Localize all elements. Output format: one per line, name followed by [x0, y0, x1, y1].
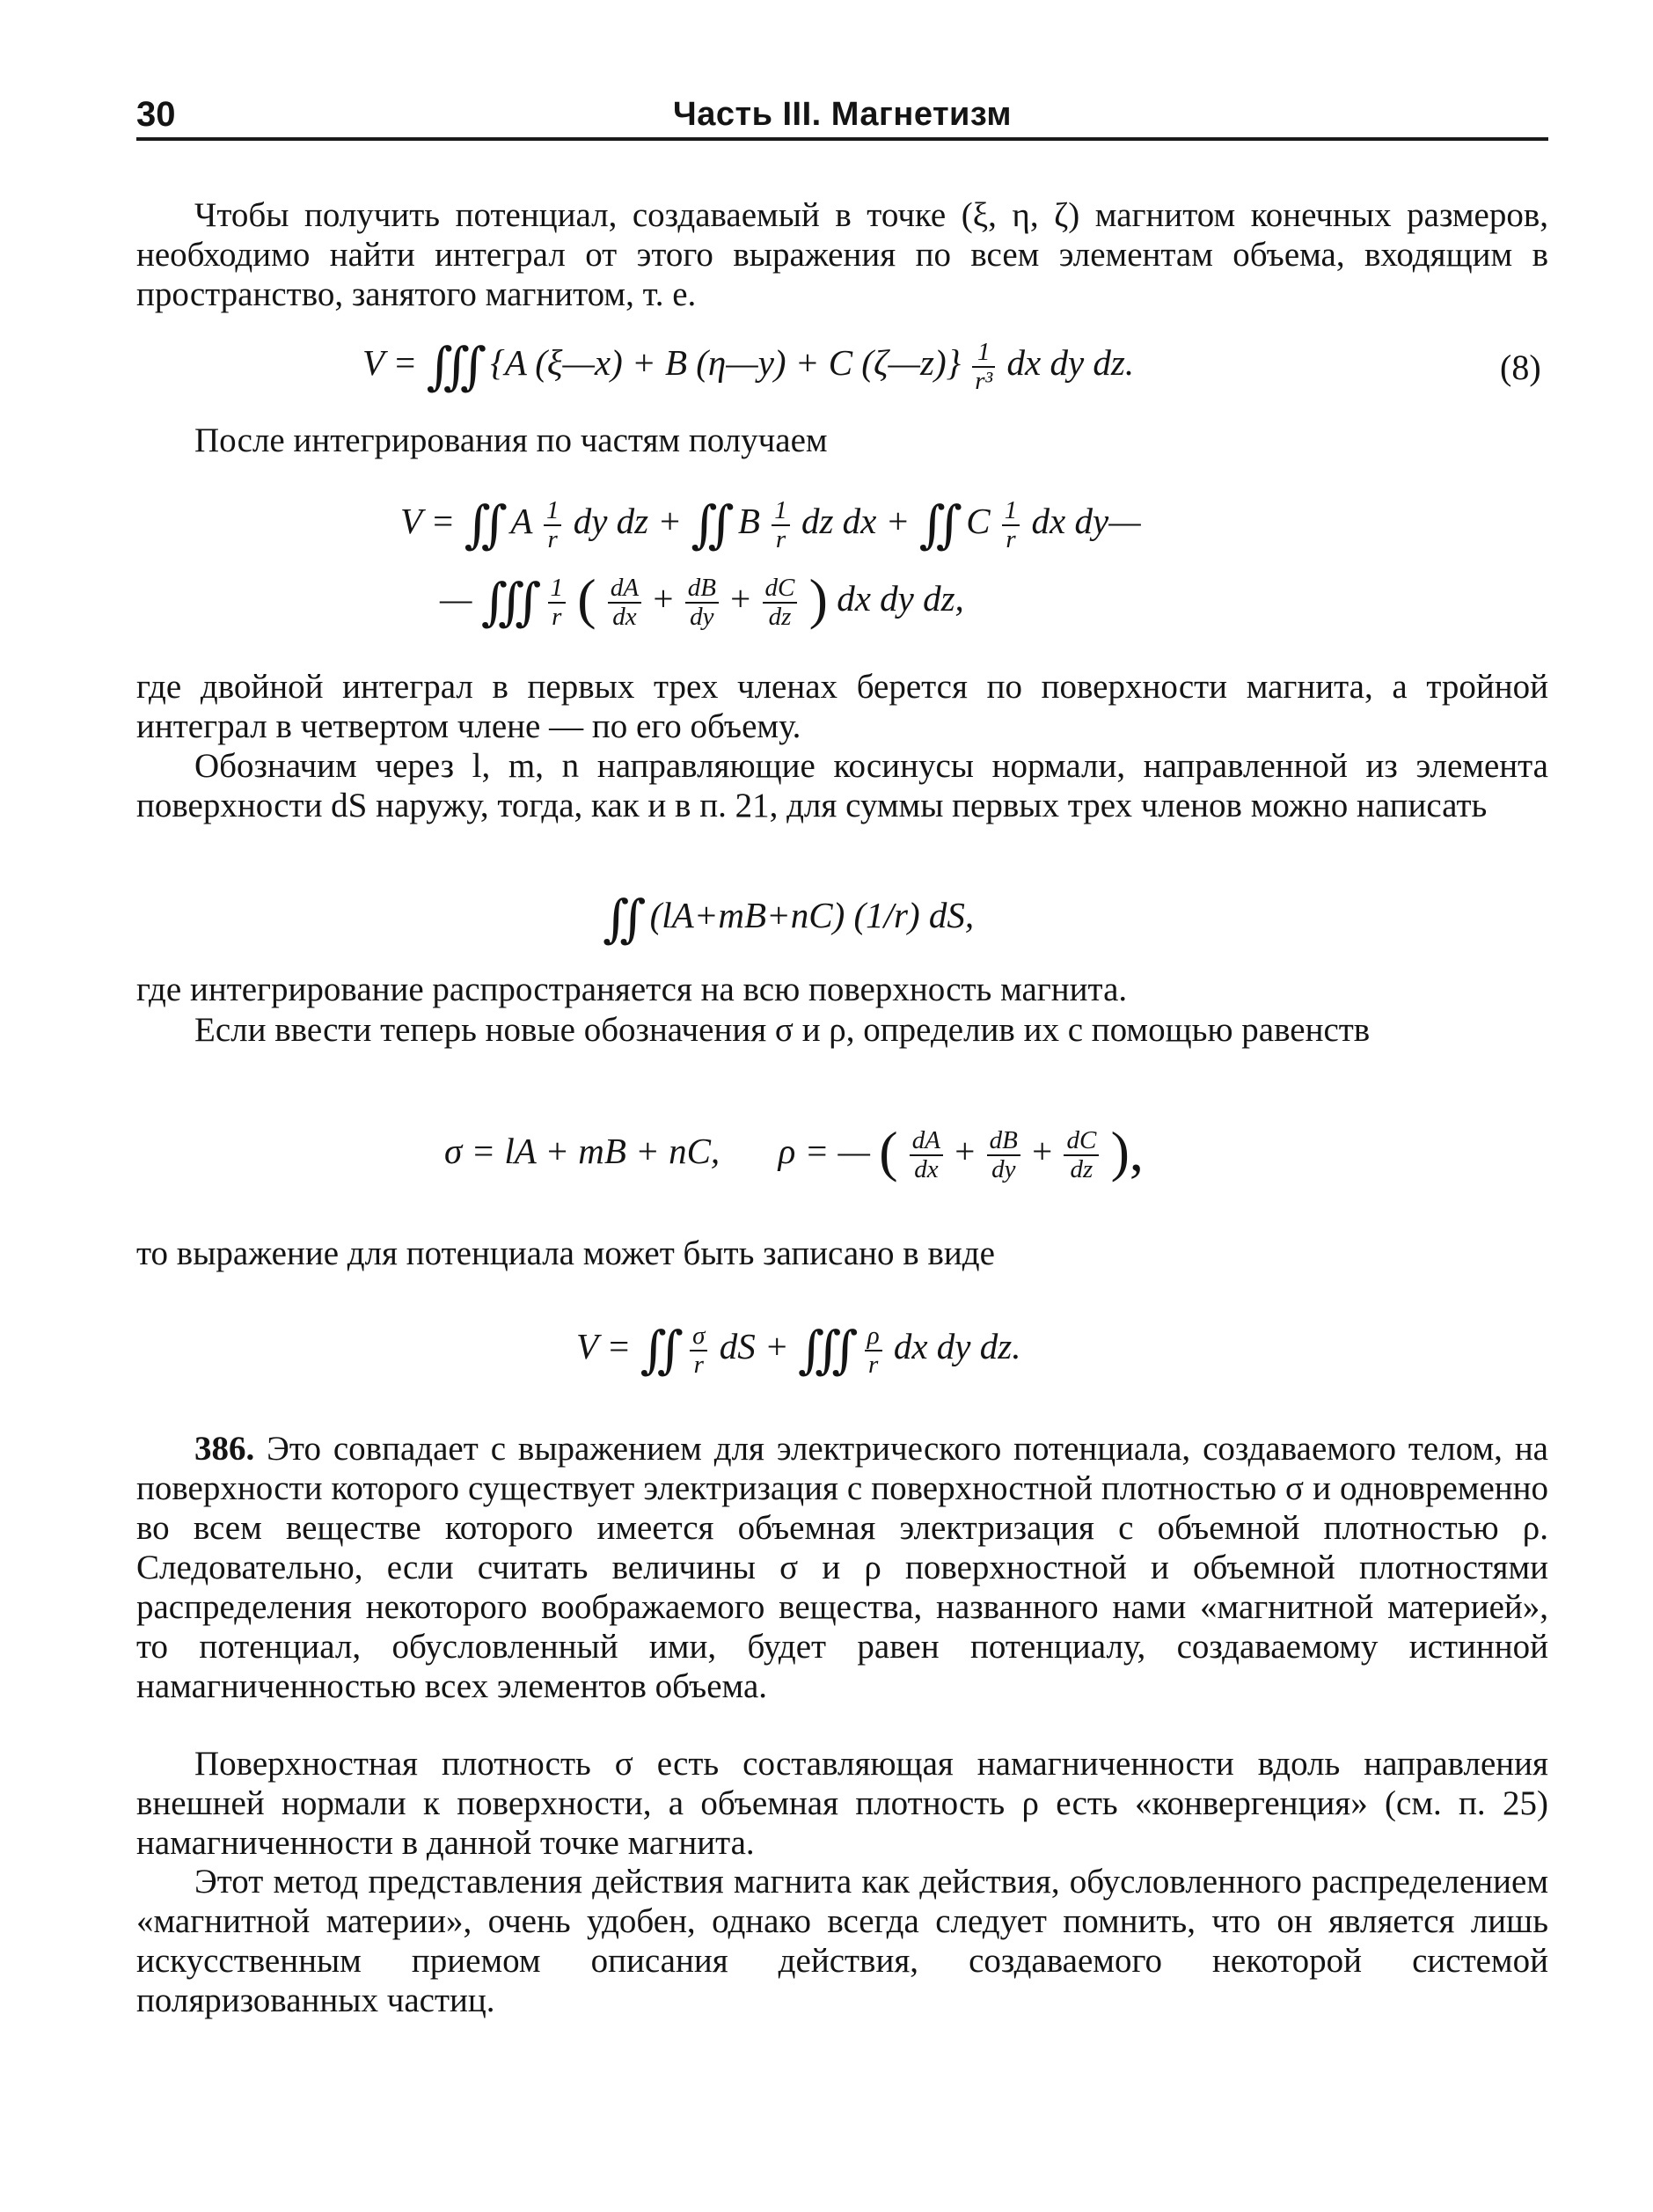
dx-den: dx — [612, 602, 637, 631]
sigma-r-fraction — [690, 1322, 707, 1379]
final-lhs: V = — [576, 1326, 632, 1366]
paragraph-2-text: После интегрирования по частям получаем — [194, 421, 828, 459]
eq8-frac-num: 1 — [972, 339, 995, 368]
term2-frac-num: 1 — [772, 497, 790, 526]
term4-frac-den: r — [552, 602, 562, 631]
equation-number-8: (8) — [1500, 348, 1541, 387]
dA-dx-fraction — [910, 1127, 943, 1183]
plus-sign: + — [1032, 1131, 1053, 1171]
plus-sign: + — [730, 578, 751, 619]
equation-final-potential — [576, 1320, 1020, 1379]
dy-den: dy — [991, 1154, 1016, 1183]
paragraph-5-text: где интегрирование распространяется на всю поверхность магнита. — [136, 970, 1128, 1008]
sigma-definition: σ = lA + mB + nC, — [444, 1131, 720, 1171]
term3-diff: dx dy— — [1031, 501, 1141, 541]
triple-integral-sign: ∭ — [797, 1322, 853, 1379]
term1-frac-num: 1 — [544, 497, 562, 526]
dC-num: dC — [1064, 1127, 1099, 1156]
rho-r-fraction — [865, 1322, 882, 1379]
double-integral-sign: ∬ — [691, 496, 729, 553]
paragraph-9 — [136, 1744, 1548, 1863]
final-mid: dS + — [719, 1326, 789, 1366]
equation-sigma-rho — [444, 1120, 1144, 1183]
equation-8 — [362, 336, 1134, 395]
eq8-lhs: V = — [362, 342, 418, 383]
term4-frac-num: 1 — [548, 575, 567, 604]
term2-frac-den: r — [775, 524, 786, 553]
paragraph-7-text: то выражение для потенциала может быть записано в виде — [136, 1234, 995, 1272]
term3-frac-num: 1 — [1002, 497, 1020, 526]
eq8-fraction — [972, 339, 995, 395]
term3-fraction — [1002, 497, 1020, 553]
dz-den: dz — [768, 602, 792, 631]
left-paren: ( — [577, 568, 596, 630]
term4-fraction — [548, 575, 567, 631]
double-integral-sign: ∬ — [464, 496, 502, 553]
paragraph-4 — [136, 746, 1548, 825]
dA-num: dA — [608, 575, 641, 604]
paragraph-6 — [136, 1010, 1548, 1050]
dy-den: dy — [690, 602, 714, 631]
paragraph-10 — [136, 1862, 1548, 2020]
chapter-title: Часть III. Магнетизм — [673, 96, 1012, 133]
dA-num: dA — [910, 1127, 943, 1156]
equation-parts-line-2 — [440, 568, 964, 631]
paragraph-3-text: где двойной интеграл в первых трех членах берется по поверхности магнита, а тройной интеграл в четвертом члене — по его объему. — [136, 668, 1548, 745]
parts-lhs: V = — [400, 501, 456, 541]
equation-parts-line-1 — [400, 494, 1141, 553]
paragraph-5 — [136, 970, 1548, 1009]
sigma-num: σ — [690, 1322, 707, 1351]
right-paren: ) — [808, 568, 828, 630]
term2-fraction — [772, 497, 790, 553]
paragraph-1 — [136, 195, 1548, 314]
right-paren: ), — [1110, 1120, 1144, 1183]
dB-num: dB — [987, 1127, 1020, 1156]
eq8-body: {A (ξ—x) + B (η—y) + C (ζ—z)} — [490, 342, 962, 383]
final-tail: dx dy dz. — [893, 1326, 1021, 1366]
dA-dx-fraction — [608, 575, 641, 631]
section-number: 386. — [194, 1430, 255, 1468]
dC-dz-fraction — [763, 575, 798, 631]
term3-coef: C — [966, 501, 991, 541]
triple-integral-sign: ∭ — [426, 338, 482, 395]
dC-num: dC — [763, 575, 798, 604]
triple-integral-sign: ∭ — [480, 574, 537, 631]
plus-sign: + — [653, 578, 674, 619]
term1-coef: A — [510, 501, 532, 541]
paragraph-2 — [136, 421, 1548, 460]
dB-num: dB — [685, 575, 719, 604]
paragraph-386-text — [136, 1429, 1548, 1706]
term3-frac-den: r — [1006, 524, 1016, 553]
term2-coef: B — [737, 501, 760, 541]
dx-den: dx — [914, 1154, 939, 1183]
term1-frac-den: r — [547, 524, 558, 553]
plus-sign: + — [954, 1131, 976, 1171]
eq8-tail: dx dy dz. — [1006, 342, 1135, 383]
parts-tail: dx dy dz, — [837, 578, 964, 619]
paragraph-10-text: Этот метод представления действия магнита как действия, обусловленного распределением «магнитной материи», очень удобен, однако всегда следует помнить, что он является лишь искусственным приемом описания действия, создаваемого некоторой системой поляризованных частиц. — [136, 1863, 1548, 2019]
rho-definition: ρ = — — [778, 1131, 870, 1171]
term2-diff: dz dx + — [801, 501, 911, 541]
dB-dy-fraction — [685, 575, 719, 631]
parts-minus: — — [440, 578, 472, 619]
eq8-frac-den: r³ — [975, 366, 993, 395]
term1-fraction — [544, 497, 562, 553]
r-den: r — [693, 1350, 704, 1379]
dz-den: dz — [1070, 1154, 1093, 1183]
paragraph-3 — [136, 667, 1548, 746]
rho-num: ρ — [865, 1322, 882, 1351]
r-den: r — [868, 1350, 879, 1379]
surface-integrand: (lA+mB+nC) (1/r) dS, — [649, 895, 975, 935]
equation-surface-integral — [603, 889, 974, 946]
paragraph-4-text: Обозначим через l, m, n направляющие косинусы нормали, направленной из элемента поверхности dS наружу, тогда, как и в п. 21, для суммы первых трех членов можно написать — [136, 747, 1548, 824]
paragraph-9-text: Поверхностная плотность σ есть составляющая намагниченности вдоль направления внешней нормали к поверхности, а объемная плотность ρ есть «конвергенция» (см. п. 25) намагниченности в данной точке магнита. — [136, 1745, 1548, 1862]
dC-dz-fraction — [1064, 1127, 1099, 1183]
left-paren: ( — [879, 1120, 898, 1183]
term1-diff: dy dz + — [573, 501, 683, 541]
paragraph-386-body: Это совпадает с выражением для электрического потенциала, создаваемого телом, на поверхности которого существует электризация с поверхностной плотностью σ и одновременно во всем веществе которого имеется объемная электризация с объемной плотностью ρ. Следовательно, если считать величины σ и ρ поверхностной и объемной плотностями распределения некоторого воображаемого вещества, названного нами «магнитной материей», то потенциал, обусловленный ими, будет равен потенциалу, создаваемому истинной намагниченностью всех элементов объема. — [136, 1430, 1548, 1705]
dB-dy-fraction — [987, 1127, 1020, 1183]
paragraph-386 — [136, 1429, 1548, 1706]
double-integral-sign: ∬ — [603, 890, 641, 948]
paragraph-1-text: Чтобы получить потенциал, создаваемый в точке (ξ, η, ζ) магнитом конечных размеров, необходимо найти интеграл от этого выражения по всем элементам объема, входящим в пространство, занятого магнитом, т. е. — [136, 196, 1548, 313]
running-head — [136, 95, 1548, 141]
page-number: 30 — [136, 95, 176, 134]
paragraph-7 — [136, 1234, 1548, 1273]
double-integral-sign: ∬ — [918, 496, 957, 553]
paragraph-6-text: Если ввести теперь новые обозначения σ и ρ, определив их с помощью равенств — [194, 1011, 1371, 1049]
double-integral-sign: ∬ — [640, 1322, 678, 1379]
